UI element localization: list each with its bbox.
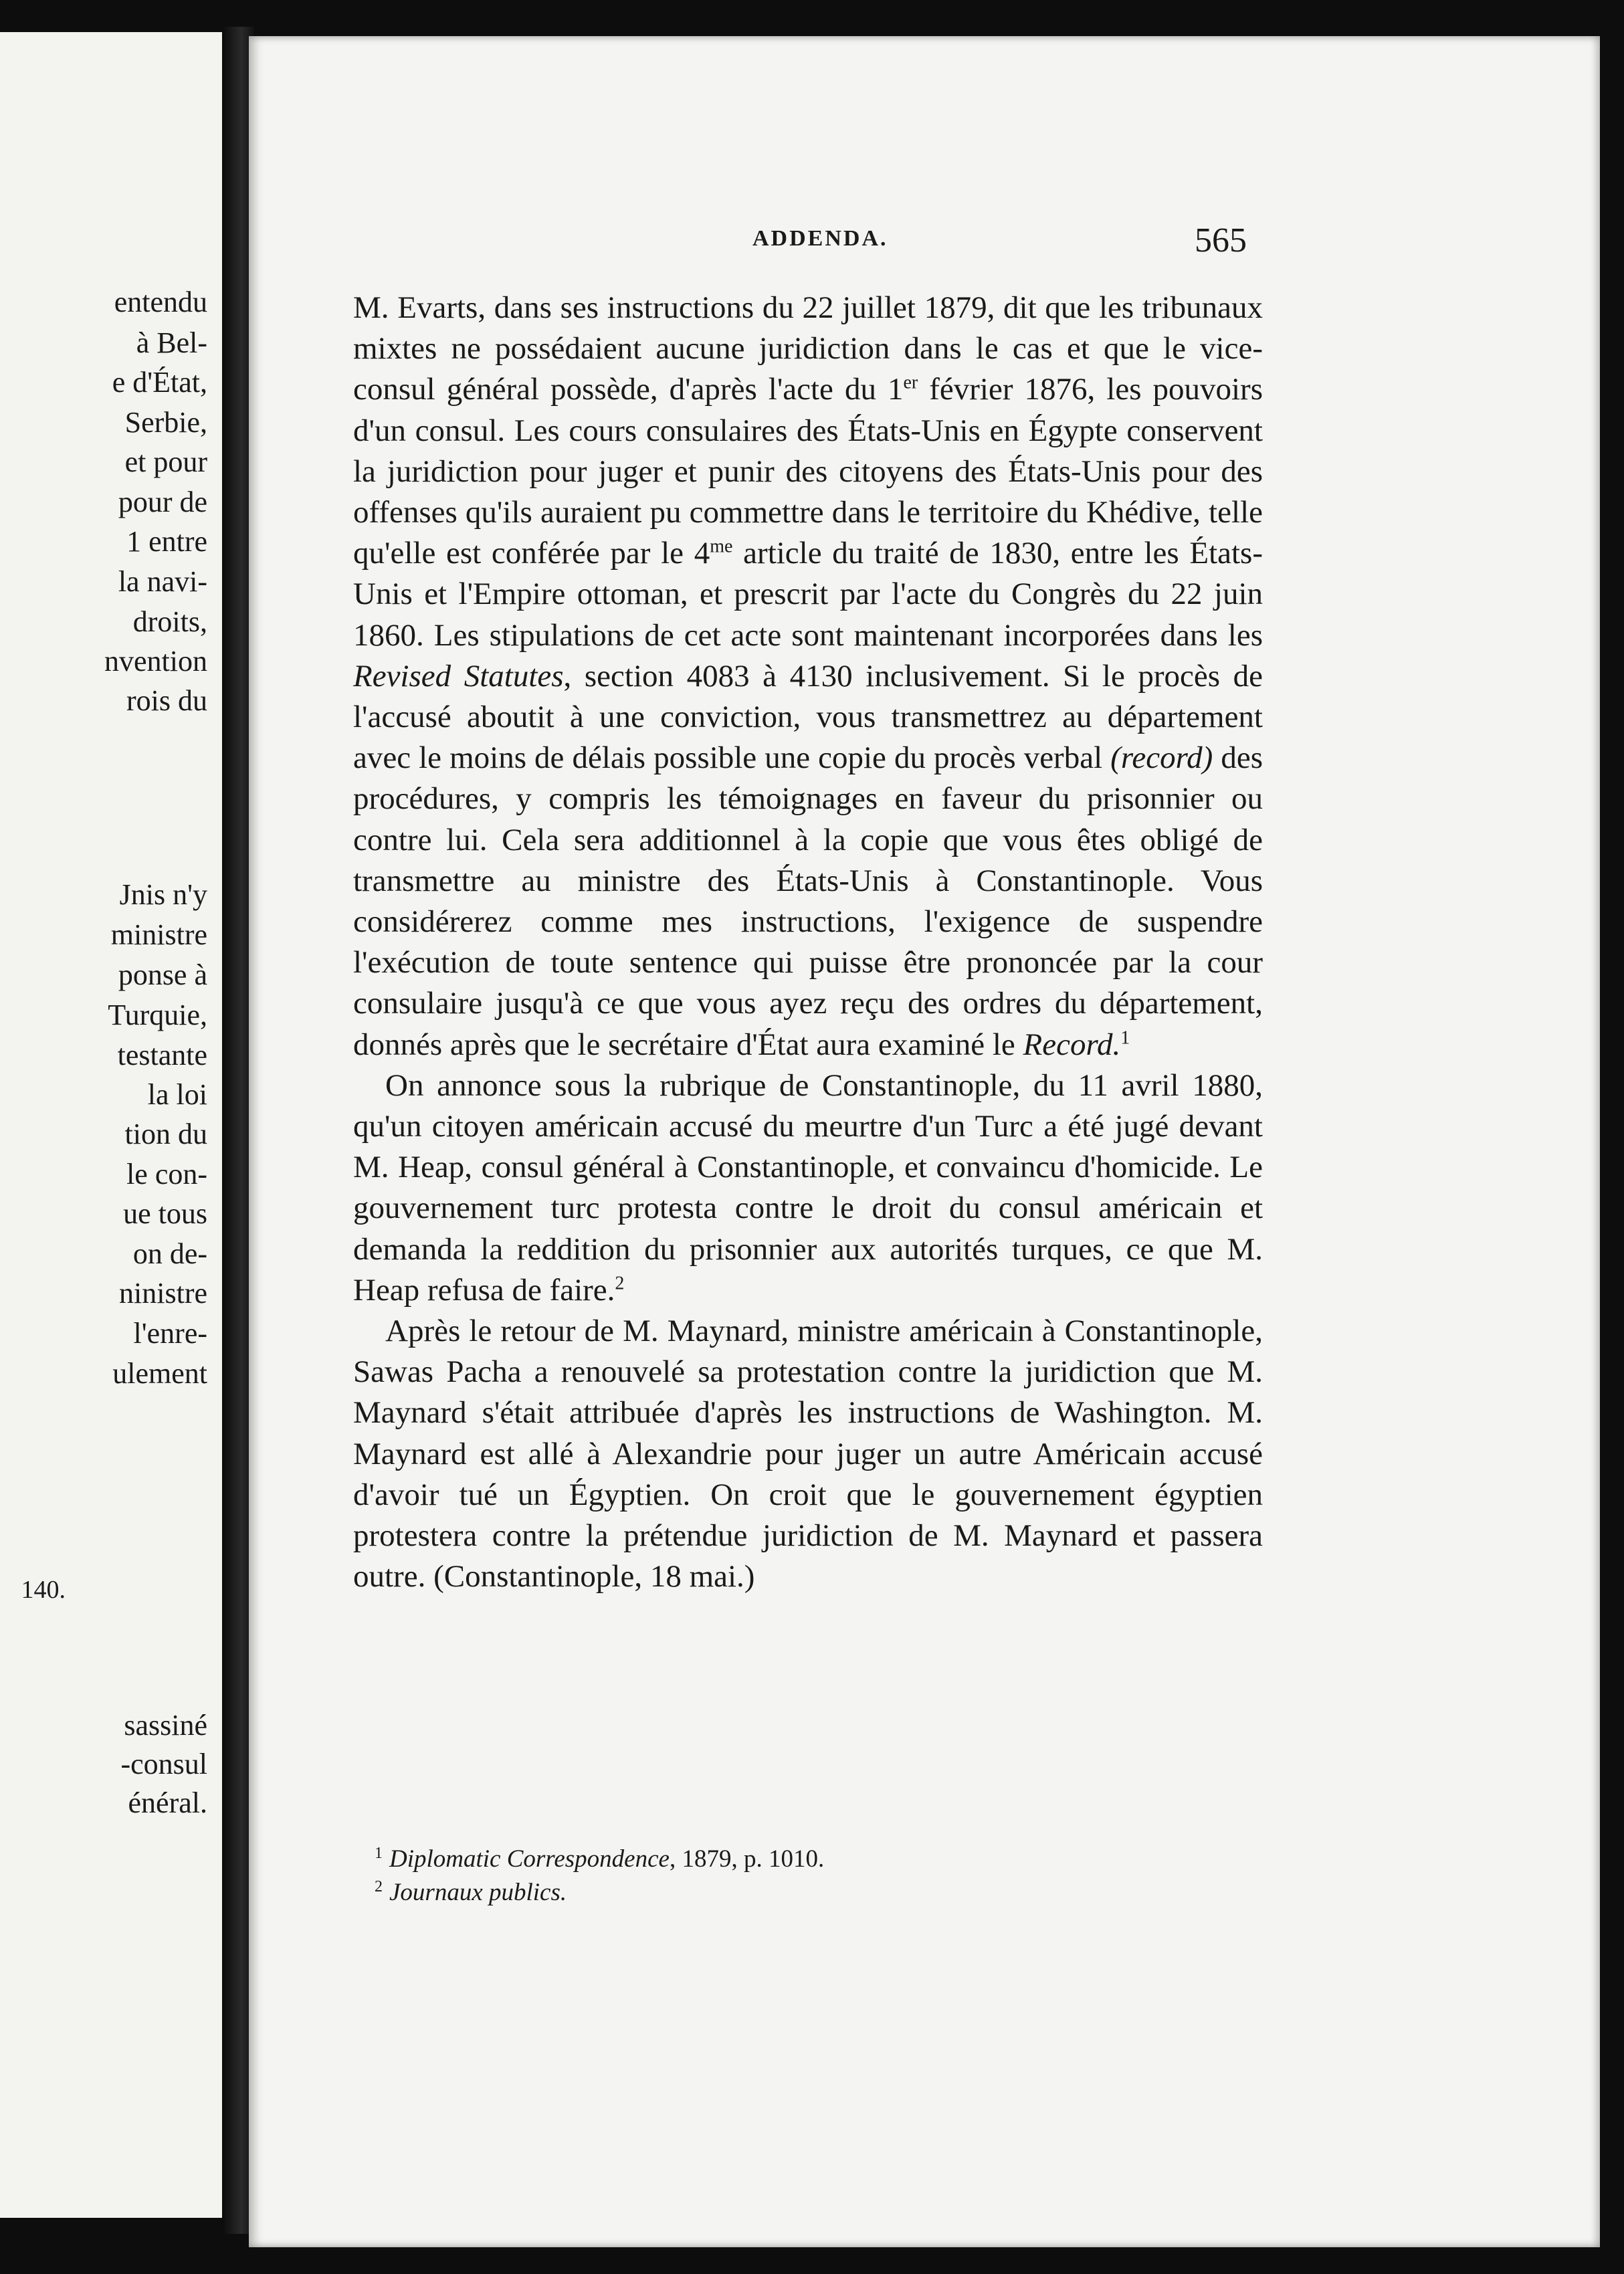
left-text-fragment: et pour xyxy=(124,445,207,478)
left-text-fragment: on de- xyxy=(132,1237,207,1270)
left-text-fragment: 1 entre xyxy=(126,525,207,558)
footnote-1: $^1$ Diplomatic Correspondence, 1879, p. 1010. xyxy=(375,1844,825,1873)
left-text-fragment: testante xyxy=(117,1039,207,1071)
page-number: 565 xyxy=(1195,221,1247,260)
paragraph-1: M. Evarts, dans ses instructions du 22 juillet 1879, dit que les tribunaux mixtes ne possédaient aucune juridiction dans le cas et que le vice-consul général possède, d'après l'acte du 1er février 1876, les pouvoirs d'un consul. Les cours consulaires des États-Unis en Égypte conservent la juridiction pour juger et punir des citoyens des États-Unis pour des offenses qu'ils auraient pu commettre dans le territoire du Khédive, telle qu'elle est conférée par le $4^{me}$ article du traité de 1830, entre les États-Unis et l'Empire ottoman, et prescrit par l'acte du Congrès du 22 juin 1860. Les stipulations de cet acte sont maintenant incorporées dans les Revised Statutes, section 4083 à 4130 inclusivement. Si le procès de l'accusé aboutit à une conviction, vous transmettrez au département avec le moins de délais possible une copie du procès verbal (record) des procédures, y compris les témoignages en faveur du prisonnier ou contre lui. Cela sera additionnel à la copie que vous êtes obligé de transmettre au ministre des États-Unis à Constantinople. Vous considérerez comme mes instructions, l'exigence de suspendre l'exécution de toute sentence qui puisse être prononcée par la cour consulaire jusqu'à ce que vous ayez reçu des ordres du département, donnés après que le secrétaire d'État aura examiné le Record.$^1$ xyxy=(353,290,1263,1062)
left-facing-page xyxy=(0,32,222,2218)
footnote-ref: 1 xyxy=(1120,1027,1130,1048)
paragraph-3: Après le retour de M. Maynard, ministre américain à Constantinople, Sawas Pacha a renouvelé sa protestation contre la juridiction que M. Maynard s'était attribuée d'après les instructions de Washington. M. Maynard est allé à Alexandrie pour juger un autre Américain accusé d'avoir tué un Égyptien. On croit que le gouvernement égyptien protestera contre la prétendue juridiction de M. Maynard et passera outre. (Constantinople, 18 mai.) xyxy=(353,1314,1263,1594)
left-text-fragment: -consul xyxy=(120,1748,207,1780)
left-text-fragment: la navi- xyxy=(118,565,207,598)
left-text-fragment: nvention xyxy=(104,645,207,678)
left-text-fragment: à Bel- xyxy=(136,326,207,359)
footnotes xyxy=(375,1843,1257,1909)
footnote-ref: 2 xyxy=(615,1273,625,1294)
left-text-fragment: 140. xyxy=(21,1576,66,1604)
left-text-fragment: e d'État, xyxy=(112,366,207,399)
left-text-fragment: ninistre xyxy=(119,1277,207,1310)
running-head: ADDENDA. xyxy=(752,226,888,251)
left-text-fragment: Jnis n'y xyxy=(119,878,207,911)
left-text-fragment: Turquie, xyxy=(108,999,207,1031)
left-text-fragment: la loi xyxy=(147,1078,207,1111)
left-text-fragment: ministre xyxy=(110,918,207,951)
left-text-fragment: énéral. xyxy=(128,1786,207,1819)
footnote-2: $^2$ Journaux publics. xyxy=(375,1877,567,1906)
left-text-fragment: le con- xyxy=(126,1158,207,1191)
left-text-fragment: droits, xyxy=(132,605,207,638)
left-text-fragment: rois du xyxy=(126,684,207,717)
left-text-fragment: pour de xyxy=(118,486,207,518)
paragraph-2: On annonce sous la rubrique de Constantinople, du 11 avril 1880, qu'un citoyen américain accusé du meurtre d'un Turc a été jugé devant M. Heap, consul général à Constantinople, et convaincu d'homicide. Le gouvernement turc protesta contre le droit du consul américain et demanda la reddition du prisonnier aux autorités turques, ce que M. Heap refusa de faire.$^2$ xyxy=(353,1067,1263,1308)
left-text-fragment: sassiné xyxy=(124,1709,207,1742)
left-text-fragment: ue tous xyxy=(123,1197,207,1230)
left-text-fragment: entendu xyxy=(114,286,207,318)
left-text-fragment: ponse à xyxy=(118,958,207,991)
left-text-fragment: tion du xyxy=(124,1118,207,1150)
left-text-fragment: l'enre- xyxy=(133,1317,207,1350)
left-text-fragment: Serbie, xyxy=(124,406,207,439)
body-text xyxy=(353,288,1263,1598)
left-text-fragment: ulement xyxy=(112,1357,207,1390)
